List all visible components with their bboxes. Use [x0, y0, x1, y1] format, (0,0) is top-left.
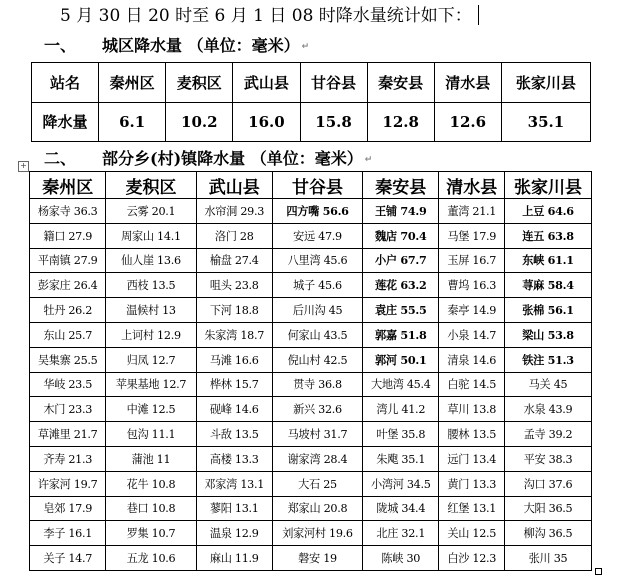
town-rainfall-cell[interactable]: 马滩 16.6	[196, 347, 272, 372]
town-rainfall-cell[interactable]: 五龙 10.6	[106, 546, 196, 571]
town-rainfall-cell[interactable]: 洛门 28	[196, 223, 272, 248]
town-rainfall-cell[interactable]: 魏店 70.4	[363, 223, 439, 248]
town-rainfall-cell[interactable]: 八里湾 45.6	[272, 248, 362, 273]
table-row	[30, 546, 592, 571]
town-rainfall-cell[interactable]: 小户 67.7	[363, 248, 439, 273]
rainfall-cell[interactable]: 12.8	[367, 102, 434, 142]
town-rainfall-cell[interactable]: 马堡 17.9	[439, 223, 505, 248]
town-rainfall-cell[interactable]: 平南镇 27.9	[30, 248, 106, 273]
town-rainfall-cell[interactable]: 白驼 14.5	[439, 372, 505, 397]
county-header[interactable]: 秦州区	[30, 172, 106, 199]
rainfall-cell[interactable]: 35.1	[501, 102, 590, 142]
town-rainfall-cell[interactable]: 桦林 15.7	[196, 372, 272, 397]
town-rainfall-cell[interactable]: 郑家山 20.8	[272, 496, 362, 521]
town-rainfall-cell[interactable]: 吴集寨 25.5	[30, 347, 106, 372]
town-rainfall-cell[interactable]: 下河 18.8	[196, 298, 272, 323]
town-rainfall-table[interactable]	[29, 171, 592, 571]
town-rainfall-cell[interactable]: 中滩 12.5	[106, 397, 196, 422]
table-resize-handle-icon[interactable]	[595, 568, 602, 575]
town-rainfall-cell[interactable]: 巷口 10.8	[106, 496, 196, 521]
town-rainfall-cell[interactable]: 周家山 14.1	[106, 223, 196, 248]
town-rainfall-cell[interactable]: 西枝 13.5	[106, 273, 196, 298]
county-header[interactable]: 甘谷县	[272, 172, 362, 199]
town-rainfall-cell[interactable]: 柳沟 36.5	[504, 521, 591, 546]
town-rainfall-cell[interactable]: 榆盘 27.4	[196, 248, 272, 273]
town-rainfall-cell[interactable]: 倪山村 42.5	[272, 347, 362, 372]
rainfall-cell[interactable]: 15.8	[300, 102, 367, 142]
table-row	[30, 248, 592, 273]
town-rainfall-cell[interactable]: 王铺 74.9	[363, 199, 439, 224]
town-rainfall-cell[interactable]: 曹坞 16.3	[439, 273, 505, 298]
paragraph-mark-icon: ↵	[364, 155, 373, 165]
town-rainfall-cell[interactable]: 温候村 13	[106, 298, 196, 323]
town-rainfall-cell[interactable]: 许家河 19.7	[30, 471, 106, 496]
town-rainfall-cell[interactable]: 罗集 10.7	[106, 521, 196, 546]
town-rainfall-cell[interactable]: 张棉 56.1	[504, 298, 591, 323]
city-value-row	[32, 102, 591, 142]
county-header[interactable]: 秦安县	[363, 172, 439, 199]
town-rainfall-cell[interactable]: 齐寿 21.3	[30, 446, 106, 471]
town-rainfall-cell[interactable]: 蒲池 11	[106, 446, 196, 471]
town-rainfall-cell[interactable]: 水泉 43.9	[504, 397, 591, 422]
town-rainfall-cell[interactable]: 包沟 11.1	[106, 422, 196, 447]
section-heading-town	[44, 147, 372, 171]
town-rainfall-cell[interactable]: 杨家寺 36.3	[30, 199, 106, 224]
table-row	[30, 397, 592, 422]
rainfall-cell[interactable]: 6.1	[99, 102, 166, 142]
town-rainfall-cell[interactable]: 新兴 32.6	[272, 397, 362, 422]
town-rainfall-cell[interactable]: 关子 14.7	[30, 546, 106, 571]
town-rainfall-cell[interactable]: 何家山 43.5	[272, 322, 362, 347]
town-rainfall-cell[interactable]: 郭河 50.1	[363, 347, 439, 372]
section-heading-city	[44, 34, 309, 58]
document-title[interactable]	[60, 4, 479, 28]
town-rainfall-cell[interactable]: 沟口 37.6	[504, 471, 591, 496]
town-rainfall-cell[interactable]: 籍口 27.9	[30, 223, 106, 248]
rainfall-cell[interactable]: 10.2	[166, 102, 233, 142]
county-header[interactable]: 武山县	[196, 172, 272, 199]
town-rainfall-cell[interactable]: 郭嘉 51.8	[363, 322, 439, 347]
station-cell[interactable]: 张家川县	[501, 63, 590, 103]
section-number: 二、	[44, 149, 77, 168]
table-row	[30, 496, 592, 521]
town-rainfall-cell[interactable]: 玉屏 16.7	[439, 248, 505, 273]
table-row	[30, 372, 592, 397]
town-rainfall-cell[interactable]: 陈峡 30	[363, 546, 439, 571]
town-rainfall-cell[interactable]: 大石 25	[272, 471, 362, 496]
town-rainfall-cell[interactable]: 黄门 13.3	[439, 471, 505, 496]
town-rainfall-cell[interactable]: 湾儿 41.2	[363, 397, 439, 422]
town-rainfall-cell[interactable]: 梁山 53.8	[504, 322, 591, 347]
county-header[interactable]: 清水县	[439, 172, 505, 199]
town-rainfall-cell[interactable]: 归凤 12.7	[106, 347, 196, 372]
town-rainfall-cell[interactable]: 陇城 34.4	[363, 496, 439, 521]
town-rainfall-cell[interactable]: 远门 13.4	[439, 446, 505, 471]
title-text: 5 月 30 日 20 时至 6 月 1 日 08 时降水量统计如下：	[60, 6, 472, 26]
station-cell[interactable]: 麦积区	[166, 63, 233, 103]
town-rainfall-cell[interactable]: 荨麻 58.4	[504, 273, 591, 298]
town-rainfall-cell[interactable]: 小泉 14.7	[439, 322, 505, 347]
town-rainfall-cell[interactable]: 水帘洞 29.3	[196, 199, 272, 224]
town-rainfall-cell[interactable]: 斗敌 13.5	[196, 422, 272, 447]
section-label: 城区降水量 （单位：毫米）	[102, 36, 300, 55]
town-rainfall-cell[interactable]: 叶堡 35.8	[363, 422, 439, 447]
station-cell[interactable]: 武山县	[233, 63, 300, 103]
town-rainfall-cell[interactable]: 平安 38.3	[504, 446, 591, 471]
town-rainfall-cell[interactable]: 草川 13.8	[439, 397, 505, 422]
town-rainfall-cell[interactable]: 砚峰 14.6	[196, 397, 272, 422]
table-row	[30, 422, 592, 447]
section-label: 部分乡(村)镇降水量 （单位：毫米）	[102, 149, 363, 168]
rainfall-cell[interactable]: 12.6	[434, 102, 501, 142]
town-rainfall-cell[interactable]: 麻山 11.9	[196, 546, 272, 571]
table-row	[30, 446, 592, 471]
town-rainfall-cell[interactable]: 安远 47.9	[272, 223, 362, 248]
town-rainfall-cell[interactable]: 马关 45	[504, 372, 591, 397]
town-rainfall-cell[interactable]: 铁注 51.3	[504, 347, 591, 372]
county-header[interactable]: 麦积区	[106, 172, 196, 199]
table-row	[30, 273, 592, 298]
station-cell[interactable]: 秦安县	[367, 63, 434, 103]
town-rainfall-cell[interactable]: 腰林 13.5	[439, 422, 505, 447]
town-rainfall-cell[interactable]: 华岐 23.5	[30, 372, 106, 397]
table-move-handle-icon[interactable]: +	[18, 161, 29, 172]
section-number: 一、	[44, 36, 77, 55]
town-rainfall-cell[interactable]: 草滩里 21.7	[30, 422, 106, 447]
table-row	[30, 199, 592, 224]
town-rainfall-cell[interactable]: 城子 45.6	[272, 273, 362, 298]
town-rainfall-cell[interactable]: 牡丹 26.2	[30, 298, 106, 323]
town-rainfall-cell[interactable]: 莲花 63.2	[363, 273, 439, 298]
town-rainfall-cell[interactable]: 后川沟 45	[272, 298, 362, 323]
town-rainfall-cell[interactable]: 皂郊 17.9	[30, 496, 106, 521]
text-cursor	[478, 5, 479, 25]
rainfall-cell[interactable]: 16.0	[233, 102, 300, 142]
town-rainfall-cell[interactable]: 四方嘴 56.6	[272, 199, 362, 224]
town-rainfall-cell[interactable]: 上豆 64.6	[504, 199, 591, 224]
town-rainfall-cell[interactable]: 咀头 23.8	[196, 273, 272, 298]
town-rainfall-cell[interactable]: 仙人崖 13.6	[106, 248, 196, 273]
town-rainfall-cell[interactable]: 关山 12.5	[439, 521, 505, 546]
town-rainfall-cell[interactable]: 清泉 14.6	[439, 347, 505, 372]
town-rainfall-cell[interactable]: 彭家庄 26.4	[30, 273, 106, 298]
town-rainfall-cell[interactable]: 苹果基地 12.7	[106, 372, 196, 397]
town-rainfall-cell[interactable]: 白沙 12.3	[439, 546, 505, 571]
station-cell[interactable]: 清水县	[434, 63, 501, 103]
town-rainfall-cell[interactable]: 东峡 61.1	[504, 248, 591, 273]
table-row	[30, 521, 592, 546]
table-row	[30, 223, 592, 248]
table-row	[30, 347, 592, 372]
town-rainfall-cell[interactable]: 朱家湾 18.7	[196, 322, 272, 347]
table-row	[30, 471, 592, 496]
town-rainfall-cell[interactable]: 花牛 10.8	[106, 471, 196, 496]
town-rainfall-cell[interactable]: 董湾 21.1	[439, 199, 505, 224]
town-rainfall-cell[interactable]: 大地湾 45.4	[363, 372, 439, 397]
town-rainfall-cell[interactable]: 温泉 12.9	[196, 521, 272, 546]
row-label[interactable]: 站名	[32, 63, 99, 103]
town-rainfall-cell[interactable]: 大阳 36.5	[504, 496, 591, 521]
town-rainfall-cell[interactable]: 邓家湾 13.1	[196, 471, 272, 496]
town-rainfall-cell[interactable]: 贯寺 36.8	[272, 372, 362, 397]
town-rainfall-cell[interactable]: 北庄 32.1	[363, 521, 439, 546]
town-rainfall-cell[interactable]: 云雾 20.1	[106, 199, 196, 224]
town-rainfall-cell[interactable]: 上诃村 12.9	[106, 322, 196, 347]
town-rainfall-cell[interactable]: 谢家湾 28.4	[272, 446, 362, 471]
table-row	[30, 298, 592, 323]
town-rainfall-cell[interactable]: 张川 35	[504, 546, 591, 571]
town-rainfall-cell[interactable]: 红堡 13.1	[439, 496, 505, 521]
town-rainfall-cell[interactable]: 小湾河 34.5	[363, 471, 439, 496]
town-rainfall-cell[interactable]: 刘家河村 19.6	[272, 521, 362, 546]
town-rainfall-cell[interactable]: 蓼阳 13.1	[196, 496, 272, 521]
town-rainfall-cell[interactable]: 木门 23.3	[30, 397, 106, 422]
city-station-row	[32, 63, 591, 103]
row-label[interactable]: 降水量	[32, 102, 99, 142]
station-cell[interactable]: 甘谷县	[300, 63, 367, 103]
town-rainfall-cell[interactable]: 连五 63.8	[504, 223, 591, 248]
town-rainfall-cell[interactable]: 李子 16.1	[30, 521, 106, 546]
town-rainfall-cell[interactable]: 袁庄 55.5	[363, 298, 439, 323]
town-rainfall-cell[interactable]: 孟寺 39.2	[504, 422, 591, 447]
town-header-row	[30, 172, 592, 199]
table-row	[30, 322, 592, 347]
paragraph-mark-icon: ↵	[301, 42, 310, 52]
town-rainfall-cell[interactable]: 磐安 19	[272, 546, 362, 571]
town-rainfall-cell[interactable]: 朱飑 35.1	[363, 446, 439, 471]
town-rainfall-cell[interactable]: 马坡村 31.7	[272, 422, 362, 447]
town-rainfall-cell[interactable]: 秦亭 14.9	[439, 298, 505, 323]
city-rainfall-table[interactable]	[31, 62, 591, 142]
county-header[interactable]: 张家川县	[504, 172, 591, 199]
station-cell[interactable]: 秦州区	[99, 63, 166, 103]
town-rainfall-cell[interactable]: 高楼 13.3	[196, 446, 272, 471]
town-rainfall-cell[interactable]: 东山 25.7	[30, 322, 106, 347]
